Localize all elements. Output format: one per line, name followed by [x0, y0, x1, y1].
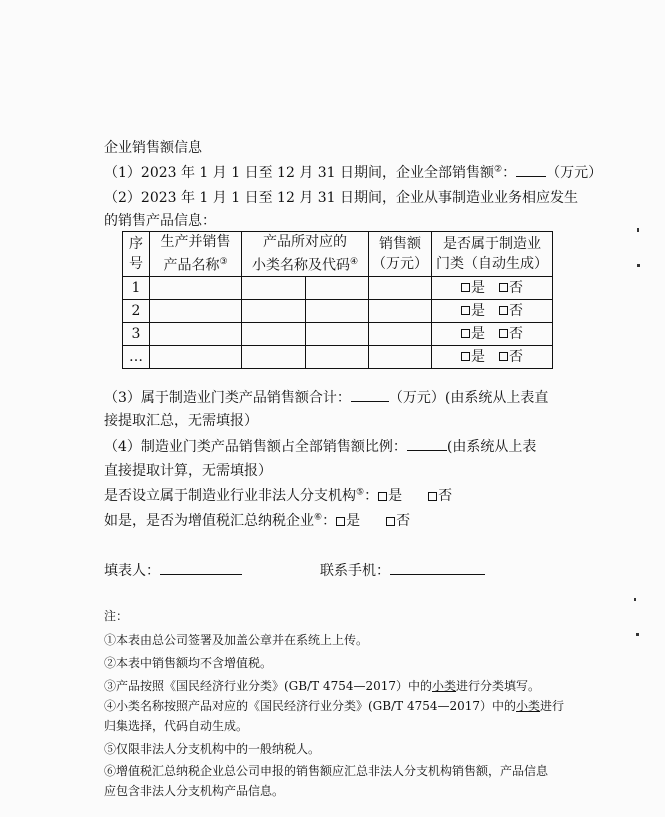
- no-checkbox[interactable]: 否: [499, 278, 523, 298]
- table-header-row: [123, 232, 553, 277]
- table-row: 3 是 否: [123, 322, 553, 345]
- total-sales-blank[interactable]: [516, 176, 546, 177]
- header-sales: 销售额 （万元）: [369, 232, 432, 277]
- vat-no-checkbox[interactable]: 否: [386, 510, 410, 530]
- header-product: 生产并销售 产品名称③: [150, 232, 242, 277]
- branch-yes-checkbox[interactable]: 是: [378, 485, 402, 505]
- yes-checkbox[interactable]: 是: [461, 324, 485, 344]
- table-row: … 是 否: [123, 345, 553, 368]
- header-category: 产品所对应的 小类名称及代码④: [242, 232, 369, 277]
- scan-speck: [637, 264, 640, 267]
- vat-yes-checkbox[interactable]: 是: [336, 510, 360, 530]
- section-title: 企业销售额信息: [104, 140, 202, 156]
- filler-name-blank[interactable]: [160, 574, 242, 575]
- branch-question: 是否设立属于制造业行业非法人分支机构⑤： 是 否: [104, 485, 452, 505]
- note-5: ⑤仅限非法人分支机构中的一般纳税人。: [104, 742, 321, 756]
- question-2-line2: 的销售产品信息：: [104, 213, 216, 229]
- table-row: 2 是 否: [123, 299, 553, 322]
- note-3: ③产品按照《国民经济行业分类》(GB/T 4754—2017）中的小类进行分类填写。: [104, 679, 541, 693]
- note-4-line2: 归集选择，代码自动生成。: [104, 719, 249, 733]
- phone-row: 联系手机：: [320, 560, 485, 580]
- product-sales-table: [122, 231, 553, 369]
- question-2-line1: （2）2023 年 1 月 1 日至 12 月 31 日期间，企业从事制造业业务相应发生: [104, 190, 579, 206]
- scan-speck: [634, 598, 636, 601]
- question-1: （1）2023 年 1 月 1 日至 12 月 31 日期间，企业全部销售额②： （万元）: [104, 164, 603, 181]
- note-2: ②本表中销售额均不含增值税。: [104, 656, 273, 670]
- header-seq: 序 号: [123, 232, 150, 277]
- yes-checkbox[interactable]: 是: [461, 347, 485, 367]
- phone-blank[interactable]: [390, 574, 485, 575]
- yes-checkbox[interactable]: 是: [461, 301, 485, 321]
- header-is-manufacturing: 是否属于制造业 门类（自动生成）: [432, 232, 553, 277]
- question-4-line2: 直接提取计算，无需填报）: [104, 463, 272, 479]
- footnote-mark: ②: [494, 164, 503, 175]
- table-row: 1 是 否: [123, 276, 553, 299]
- note-6: ⑥增值税汇总纳税企业总公司申报的销售额应汇总非法人分支机构销售额，产品信息: [104, 764, 549, 778]
- question-4: （4）制造业门类产品销售额占全部销售额比例： (由系统从上表: [104, 439, 537, 455]
- filler-row: 填表人：: [104, 560, 242, 580]
- branch-no-checkbox[interactable]: 否: [428, 485, 452, 505]
- mfg-sales-total-blank: [351, 401, 389, 402]
- no-checkbox[interactable]: 否: [499, 301, 523, 321]
- scan-speck: [637, 228, 639, 232]
- question-3-line2: 接提取汇总，无需填报）: [104, 413, 258, 429]
- note-6-line2: 应包含非法人分支机构产品信息。: [104, 784, 285, 798]
- note-4: ④小类名称按照产品对应的《国民经济行业分类》(GB/T 4754—2017）中的小类进行: [104, 699, 565, 713]
- mfg-sales-ratio-blank: [407, 450, 447, 451]
- no-checkbox[interactable]: 否: [499, 347, 523, 367]
- no-checkbox[interactable]: 否: [499, 324, 523, 344]
- note-1: ①本表由总公司签署及加盖公章并在系统上上传。: [104, 633, 369, 647]
- vat-question: 如是，是否为增值税汇总纳税企业⑥： 是 否: [104, 510, 410, 530]
- notes-title: 注：: [104, 609, 129, 623]
- scan-speck: [636, 633, 639, 636]
- yes-checkbox[interactable]: 是: [461, 278, 485, 298]
- question-3: （3）属于制造业门类产品销售额合计： （万元）(由系统从上表直: [104, 390, 549, 406]
